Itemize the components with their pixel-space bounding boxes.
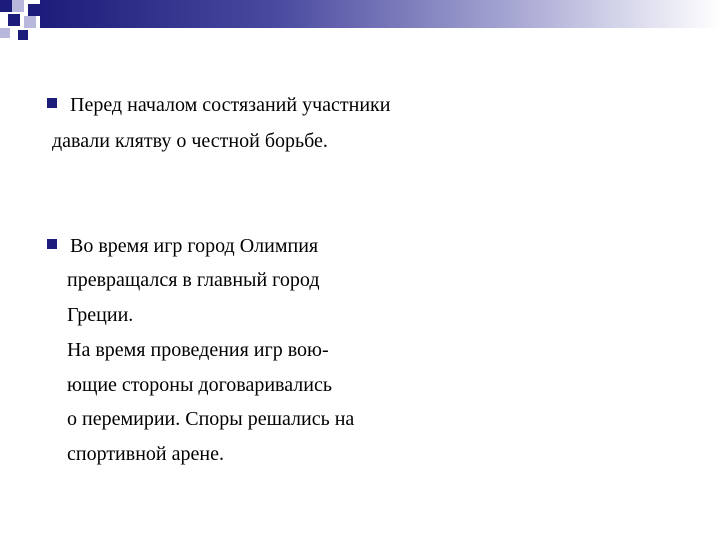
- square-bullet-icon: [47, 239, 57, 249]
- paragraph-1-line-1: Перед началом состязаний участники: [70, 94, 391, 116]
- paragraph-2-line-6: о перемирии. Споры решались на: [67, 408, 355, 430]
- paragraph-2-line-2: превращался в главный город: [67, 269, 320, 291]
- square-bullet-icon: [47, 98, 57, 108]
- paragraph-1-line-2: давали клятву о честной борьбе.: [52, 130, 328, 152]
- paragraph-2-line-4: На время проведения игр вою-: [67, 339, 329, 361]
- paragraph-2-line-3: Греции.: [67, 304, 134, 326]
- paragraph-2-line-1: Во время игр город Олимпия: [70, 235, 319, 257]
- paragraph-2-line-5: ющие стороны договаривались: [67, 374, 332, 396]
- paragraph-2-line-7: спортивной арене.: [67, 443, 224, 465]
